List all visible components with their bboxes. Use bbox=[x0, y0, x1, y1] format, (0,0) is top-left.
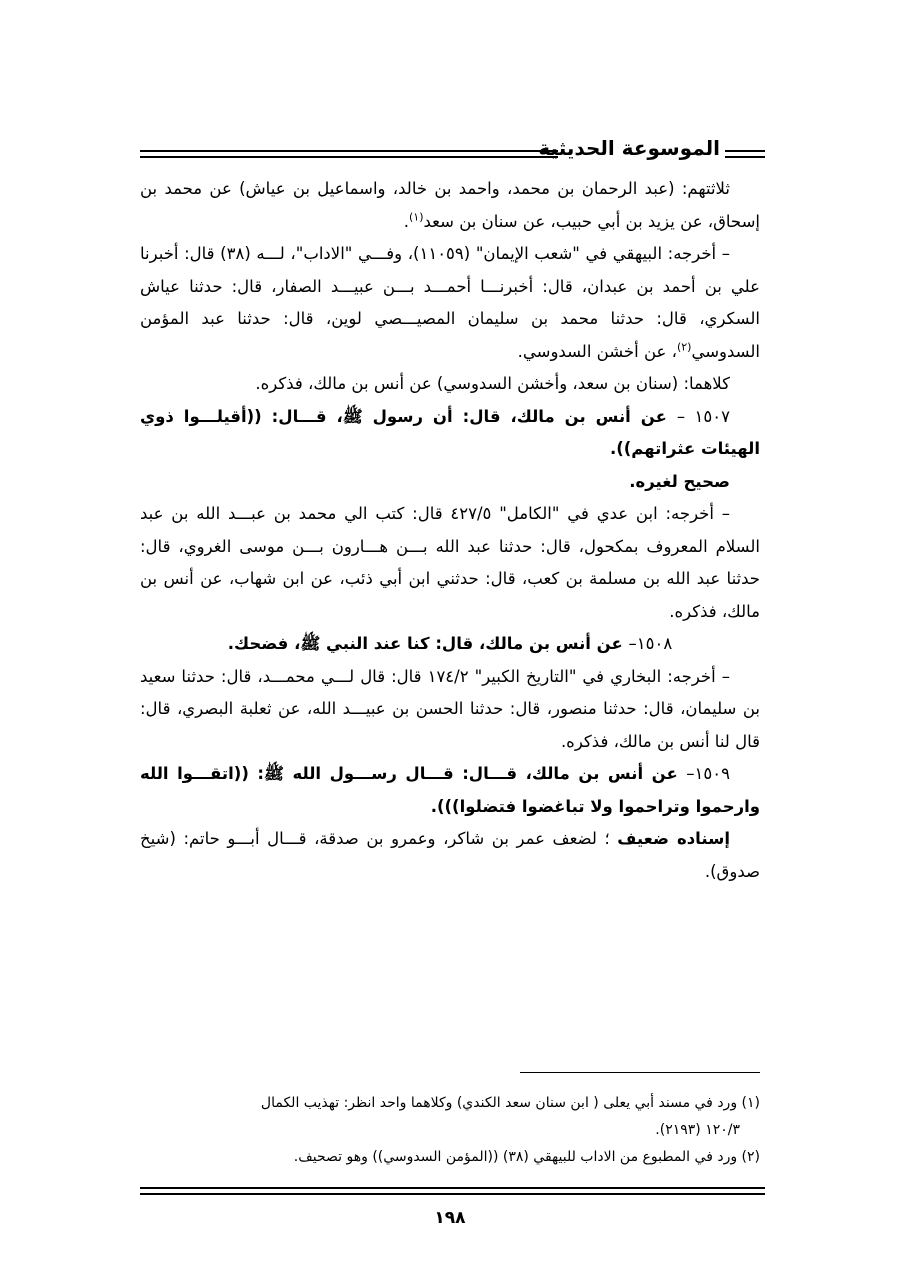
text-run: . bbox=[403, 211, 409, 231]
paragraph-isnad-1509 bbox=[140, 823, 760, 888]
text-run: ؛ لضعف عمر بن شاكر، وعمرو بن صدقة، قـــال أبـــو حاتم: (شيخ صدوق). bbox=[140, 829, 760, 881]
header-rule-upper bbox=[140, 150, 558, 152]
hadith-number: ١٥٠٨– bbox=[628, 634, 673, 653]
bottom-rule-lower bbox=[140, 1193, 765, 1195]
paragraph-takhrij-1508 bbox=[140, 661, 760, 759]
text-run: – أخرجه: البيهقي في "شعب الإيمان" (١١٠٥٩)، وفـــي "الاداب"، لـــه (٣٨) قال: أخبرنا علي بن أحمد بن عبدان، قال: أخبرنـــا أحمـــد بـــن عبيـــد الصفار، قال: حدثنا عياش السكري، قال: حدثنا محمد بن سليمان المصيـــصي لوين، قال: حدثنا عبد المؤمن السدوسي bbox=[140, 244, 760, 361]
page-number: ١٩٨ bbox=[434, 1208, 466, 1228]
paragraph-2 bbox=[140, 238, 760, 368]
paragraph-takhrij-1507 bbox=[140, 498, 760, 628]
header-rule-right-lower bbox=[725, 156, 765, 158]
grading-1507 bbox=[140, 466, 760, 499]
text-run: ، عن أخشن السدوسي. bbox=[517, 341, 677, 361]
hadith-number: ١٥٠٧ – bbox=[676, 406, 730, 426]
text-run: – أخرجه: ابن عدي في "الكامل" ٤٢٧/٥ قال: كتب الي محمد بن عبـــد الله بن عبد السلام المعروف بمكحول، قال: حدثنا عبد الله بـــن هـــارون بـــن موسى الغروي، قال: حدثنا عبد الله بن مسلمة بن كعب، قال: حدثني ابن أبي ذئب، عن ابن شهاب، عن أنس بن مالك، فذكره. bbox=[140, 504, 760, 621]
text-run: – أخرجه: البخاري في "التاريخ الكبير" ١٧٤/٢ قال: قال لـــي محمـــد، قال: حدثنا سعيد بن سليمان، قال: حدثنا منصور، قال: حدثنا الحسن بن عبيـــد الله، عن ثعلبة البصري، قال: قال لنا أنس بن مالك، فذكره. bbox=[140, 666, 760, 751]
footnote-1-continuation: ١٢٠/٣ (٢١٩٣). bbox=[655, 1122, 740, 1138]
footnote-ref-2: (٢) bbox=[676, 340, 692, 353]
footnote-2: (٢) ورد في المطبوع من الاداب للبيهقي (٣٨) ((المؤمن السدوسي)) وهو تصحيف. bbox=[293, 1149, 760, 1165]
text-run: ثلاثتهم: (عبد الرحمان بن محمد، واحمد بن خالد، واسماعيل بن عياش) عن محمد بن إسحاق، عن يزيد بن أبي حبيب، عن سنان بن سعد bbox=[140, 179, 760, 231]
hadith-1508 bbox=[140, 628, 760, 661]
header-rule-right-upper bbox=[725, 150, 765, 152]
grading-text: إسناده ضعيف bbox=[617, 829, 730, 848]
hadith-text: عن أنس بن مالك، قال: كنا عند النبي ﷺ، فضحك. bbox=[227, 634, 629, 653]
main-text bbox=[140, 173, 760, 888]
text-run: كلاهما: (سنان بن سعد، وأخشن السدوسي) عن أنس بن مالك، فذكره. bbox=[255, 374, 730, 393]
footnote-separator bbox=[520, 1072, 760, 1073]
running-header bbox=[140, 136, 765, 170]
hadith-1507 bbox=[140, 401, 760, 466]
hadith-1509 bbox=[140, 758, 760, 823]
header-title: الموسوعة الحديثية bbox=[538, 136, 720, 160]
hadith-text: عن أنس بن مالك، قال: أن رسول ﷺ، قـــال: ((أقيلـــوا ذوي الهيئات عثراتهم)). bbox=[140, 406, 760, 458]
header-rule-lower bbox=[140, 156, 558, 158]
grading-text: صحيح لغيره. bbox=[629, 471, 730, 491]
paragraph-1 bbox=[140, 173, 760, 238]
footnote-ref-1: (١) bbox=[408, 210, 424, 223]
footnote-1: (١) ورد في مسند أبي يعلى ( ابن سنان سعد الكندي) وكلاهما واحد انظر: تهذيب الكمال bbox=[260, 1095, 760, 1111]
hadith-text: عن أنس بن مالك، قـــال: قـــال رســـول الله ﷺ: ((اتقـــوا الله وارحموا وتراحموا ولا تباغضوا فتضلوا))). bbox=[140, 764, 760, 816]
bottom-rule-upper bbox=[140, 1187, 765, 1189]
paragraph-3 bbox=[140, 368, 760, 401]
footnotes bbox=[140, 1090, 760, 1171]
hadith-number: ١٥٠٩– bbox=[686, 764, 730, 783]
